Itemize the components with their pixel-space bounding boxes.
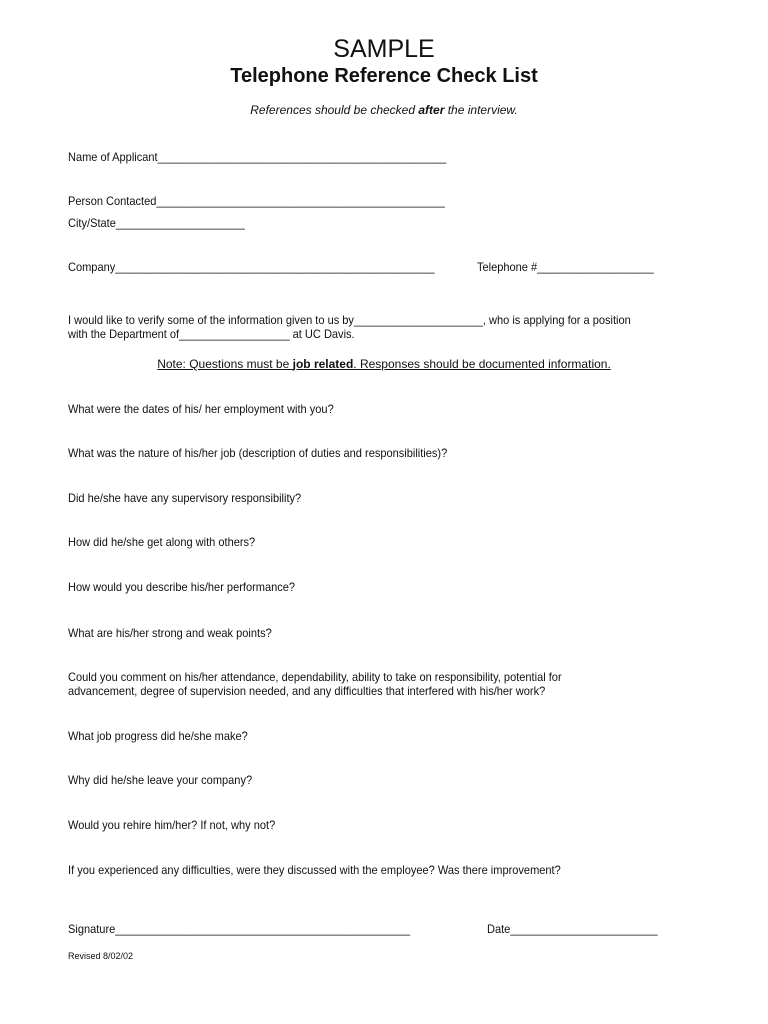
- question: If you experienced any difficulties, were they discussed with the employee? Was there improvement?: [68, 863, 561, 877]
- question: Why did he/she leave your company?: [68, 773, 253, 787]
- question: How would you describe his/her performance?: [68, 580, 296, 594]
- question: What were the dates of his/ her employment with you?: [68, 402, 334, 416]
- question: Could you comment on his/her attendance, dependability, ability to take on responsibility, potential for: [68, 670, 562, 684]
- applicant-field: Name of Applicant_______________________________________________: [68, 150, 447, 164]
- verify-line-1: I would like to verify some of the information given to us by_____________________, who is applying for a position: [68, 313, 631, 327]
- question: What are his/her strong and weak points?: [68, 626, 272, 640]
- question: What was the nature of his/her job (description of duties and responsibilities)?: [68, 446, 448, 460]
- question: advancement, degree of supervision needed, and any difficulties that interfered with his/her work?: [68, 684, 546, 698]
- verify-line-2: with the Department of__________________ at UC Davis.: [68, 327, 355, 341]
- date-field: Date________________________: [487, 922, 658, 936]
- question: What job progress did he/she make?: [68, 729, 248, 743]
- company-field: Company____________________________________________________: [68, 260, 435, 274]
- subtitle: References should be checked after the interview.: [250, 103, 518, 117]
- signature-field: Signature________________________________________________: [68, 922, 410, 936]
- page-title: Telephone Reference Check List: [230, 65, 538, 87]
- city-state-field: City/State_____________________: [68, 216, 245, 230]
- telephone-field: Telephone #___________________: [477, 260, 654, 274]
- person-contacted-field: Person Contacted_______________________________________________: [68, 194, 445, 208]
- question: Would you rehire him/her? If not, why not?: [68, 818, 276, 832]
- question: Did he/she have any supervisory responsibility?: [68, 491, 302, 505]
- sample-heading: SAMPLE: [333, 35, 435, 63]
- question: How did he/she get along with others?: [68, 535, 256, 549]
- note: Note: Questions must be job related. Responses should be documented information.: [157, 357, 611, 371]
- revision-note: Revised 8/02/02: [68, 951, 134, 961]
